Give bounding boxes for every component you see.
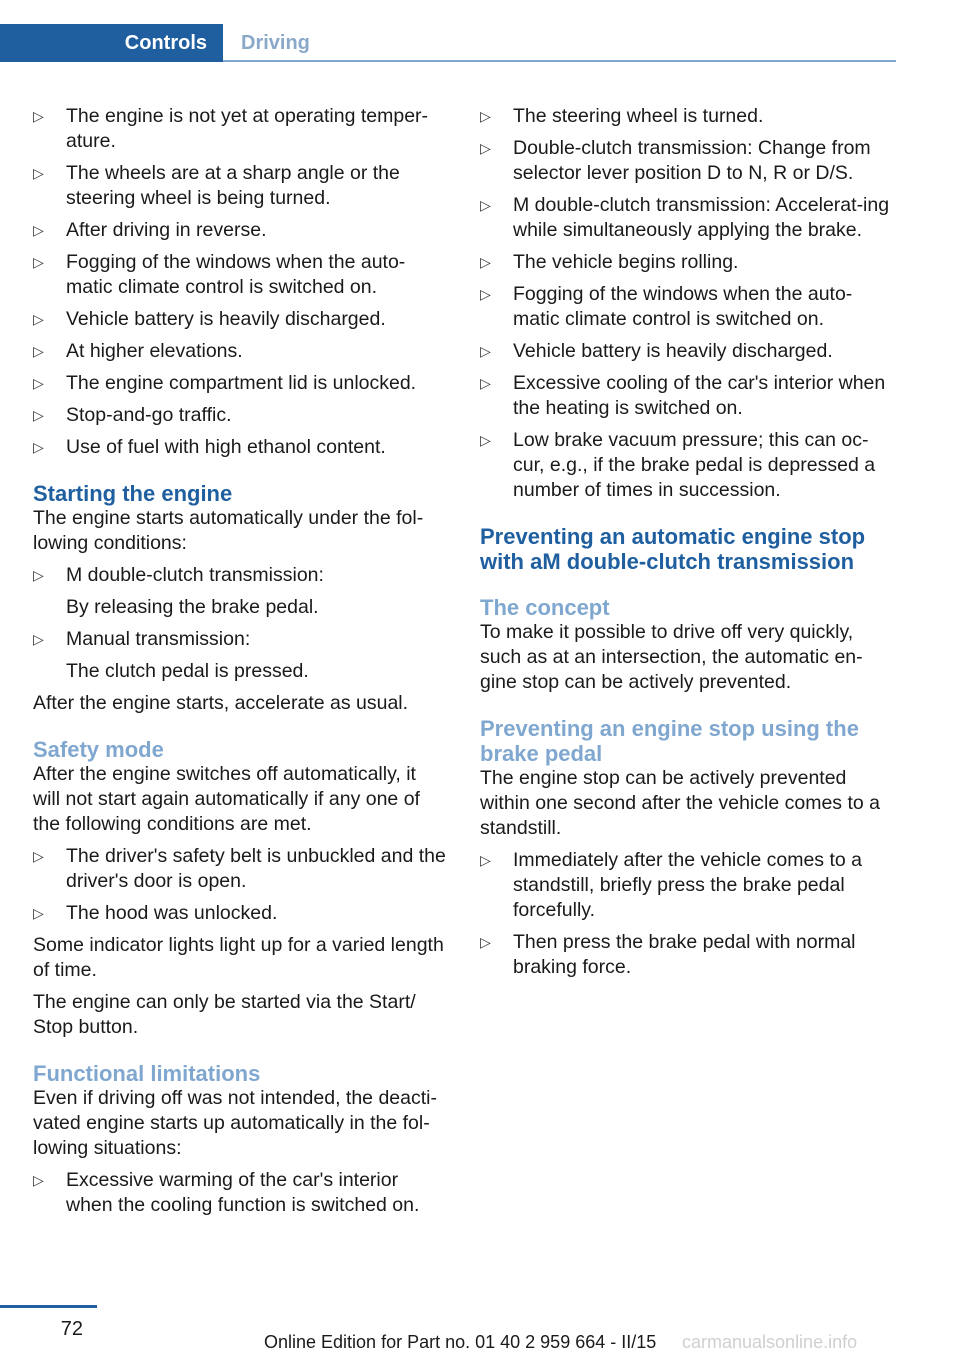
pedal-text: The engine stop can be actively prevented within one second after the vehicle comes to a standstill.	[480, 767, 880, 839]
limits-list-continued	[480, 104, 894, 503]
starting-after: After the engine starts, accelerate as usual.	[33, 692, 409, 714]
triangle-right-icon: ▷	[480, 934, 491, 950]
heading-brake-pedal: Preventing an engine stop using the brake pedal	[480, 716, 859, 766]
triangle-right-icon: ▷	[480, 852, 491, 868]
triangle-right-icon: ▷	[33, 631, 44, 647]
page-header	[0, 24, 896, 62]
list-item: ▷ The engine compartment lid is unlocked.	[33, 372, 417, 394]
list-item: ▷ The wheels are at a sharp angle or the steering wheel is being turned.	[33, 162, 400, 209]
triangle-right-icon: ▷	[33, 311, 44, 327]
tab-driving[interactable]: Driving	[241, 31, 310, 54]
list-item: ▷ Stop-and-go traffic.	[33, 404, 232, 426]
triangle-right-icon: ▷	[480, 286, 491, 302]
list-item: ▷ Manual transmission: The clutch pedal is pressed.	[33, 628, 309, 682]
list-item: ▷ Vehicle battery is heavily discharged.	[480, 340, 833, 362]
triangle-right-icon: ▷	[33, 567, 44, 583]
list-item: ▷ Then press the brake pedal with normal braking force.	[480, 931, 856, 978]
list-item: ▷ M double-clutch transmission: Accelerat‐ing while simultaneously applying the brake.	[480, 194, 890, 241]
list-item: ▷ The steering wheel is turned.	[480, 105, 764, 127]
starting-conditions-list	[33, 563, 447, 684]
list-item: ▷ Fogging of the windows when the auto‐matic climate control is switched on.	[33, 251, 406, 298]
triangle-right-icon: ▷	[33, 848, 44, 864]
starting-intro: The engine starts automatically under the fol‐lowing conditions:	[33, 507, 424, 554]
triangle-right-icon: ▷	[33, 439, 44, 455]
triangle-right-icon: ▷	[33, 254, 44, 270]
triangle-right-icon: ▷	[33, 343, 44, 359]
heading-functional-limitations: Functional limitations	[33, 1061, 261, 1086]
limits-list	[33, 1168, 447, 1218]
safety-intro: After the engine switches off automatically, it will not start again automatically if any one of the following conditions are met.	[33, 763, 420, 835]
list-item: ▷ The engine is not yet at operating temper‐ature.	[33, 105, 429, 152]
triangle-right-icon: ▷	[480, 108, 491, 124]
heading-preventing-engine-stop: Preventing an automatic engine stop with aM double-clutch transmission	[480, 524, 866, 574]
triangle-right-icon: ▷	[33, 407, 44, 423]
tab-controls[interactable]: Controls	[0, 24, 223, 62]
heading-starting-engine: Starting the engine	[33, 481, 233, 506]
safety-note-1: Some indicator lights light up for a varied length of time.	[33, 934, 444, 981]
triangle-right-icon: ▷	[33, 165, 44, 181]
safety-note-2: The engine can only be started via the Start/ Stop button.	[33, 991, 416, 1038]
left-column	[33, 104, 447, 1218]
triangle-right-icon: ▷	[33, 375, 44, 391]
list-item: ▷ After driving in reverse.	[33, 219, 267, 241]
list-item: ▷ Vehicle battery is heavily discharged.	[33, 308, 386, 330]
list-item: ▷ Excessive warming of the car's interior when the cooling function is switched on.	[33, 1169, 420, 1216]
list-item: ▷ Excessive cooling of the car's interior when the heating is switched on.	[480, 372, 886, 419]
triangle-right-icon: ▷	[33, 222, 44, 238]
triangle-right-icon: ▷	[33, 108, 44, 124]
watermark: carmanualsonline.info	[682, 1332, 858, 1352]
list-item: ▷ M double-clutch transmission: By releasing the brake pedal.	[33, 564, 324, 618]
list-item: ▷ Use of fuel with high ethanol content.	[33, 436, 386, 458]
heading-the-concept: The concept	[480, 595, 610, 620]
header-divider	[223, 60, 896, 62]
triangle-right-icon: ▷	[33, 905, 44, 921]
list-item: ▷ Immediately after the vehicle comes to a standstill, briefly press the brake pedal forcefully.	[480, 849, 862, 921]
heading-safety-mode: Safety mode	[33, 737, 164, 762]
concept-text: To make it possible to drive off very quickly, such as at an intersection, the automatic en‐gine stop can be actively prevented.	[480, 621, 863, 693]
pedal-steps-list	[480, 848, 894, 980]
right-column	[480, 104, 894, 980]
triangle-right-icon: ▷	[480, 140, 491, 156]
limits-intro: Even if driving off was not intended, the deacti‐vated engine starts up automatically in the fol‐lowing situations:	[33, 1087, 437, 1159]
triangle-right-icon: ▷	[480, 375, 491, 391]
list-item: ▷ The driver's safety belt is unbuckled and the driver's door is open.	[33, 845, 446, 892]
triangle-right-icon: ▷	[480, 432, 491, 448]
stop-conditions-list	[33, 104, 447, 460]
triangle-right-icon: ▷	[33, 1172, 44, 1188]
edition-line: Online Edition for Part no. 01 40 2 959 664 - II/15	[264, 1332, 657, 1352]
safety-conditions-list	[33, 844, 447, 926]
list-item: ▷ Fogging of the windows when the auto‐matic climate control is switched on.	[480, 283, 853, 330]
page-number: 72	[60, 1318, 83, 1340]
list-item: ▷ Low brake vacuum pressure; this can oc‐cur, e.g., if the brake pedal is depressed a number of times in succession.	[480, 429, 876, 501]
footer-divider	[0, 1305, 97, 1308]
list-item: ▷ The hood was unlocked.	[33, 902, 278, 924]
list-item: ▷ The vehicle begins rolling.	[480, 251, 739, 273]
triangle-right-icon: ▷	[480, 254, 491, 270]
list-item: ▷ At higher elevations.	[33, 340, 243, 362]
triangle-right-icon: ▷	[480, 343, 491, 359]
list-item: ▷ Double-clutch transmission: Change from selector lever position D to N, R or D/S.	[480, 137, 871, 184]
triangle-right-icon: ▷	[480, 197, 491, 213]
